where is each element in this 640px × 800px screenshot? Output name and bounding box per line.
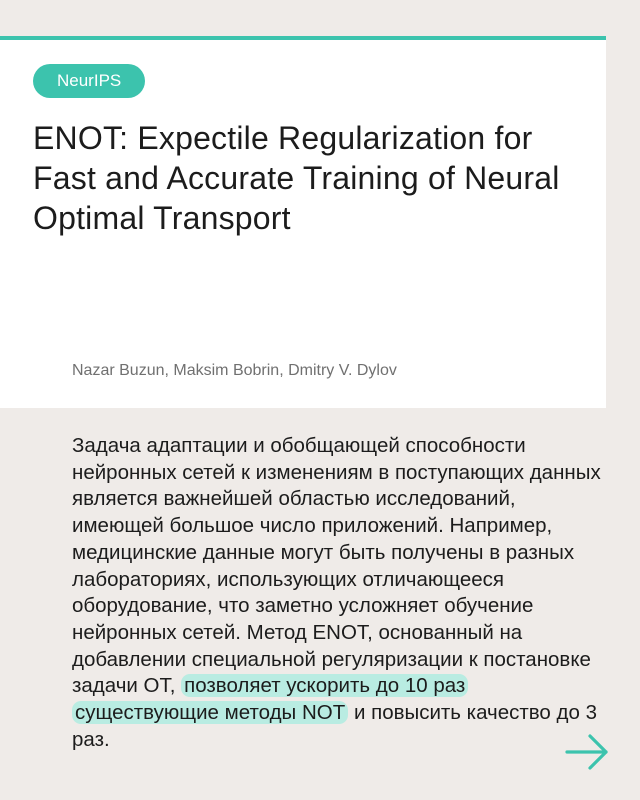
paper-authors: Nazar Buzun, Maksim Bobrin, Dmitry V. Dylov xyxy=(72,362,397,379)
highlighted-claim: позволяет ускорить до 10 раз существующие методы NOT xyxy=(72,674,468,724)
conference-badge: NeurIPS xyxy=(33,64,145,98)
description-text xyxy=(72,433,612,753)
paper-title: ENOT: Expectile Regularization for Fast and Accurate Training of Neural Optimal Transport xyxy=(33,120,560,236)
arrow-right-icon[interactable] xyxy=(564,732,610,772)
description-outro: и повысить качество до 3 раз. xyxy=(72,701,597,751)
paper-card xyxy=(0,36,606,408)
description-intro: Задача адаптации и обобщающей способности нейронных сетей к изменениям в поступающих данных является важнейшей областью исследований, имеющей большое число приложений. Например, медицинские данные могут быть получены в разных лабораториях, использующих отличающееся оборудование, что заметно усложняет обучение нейронных сетей. Метод ENOT, основанный на добавлении специальной регуляризации к постановке задачи ОТ, xyxy=(72,434,601,698)
accent-bar xyxy=(0,36,606,40)
